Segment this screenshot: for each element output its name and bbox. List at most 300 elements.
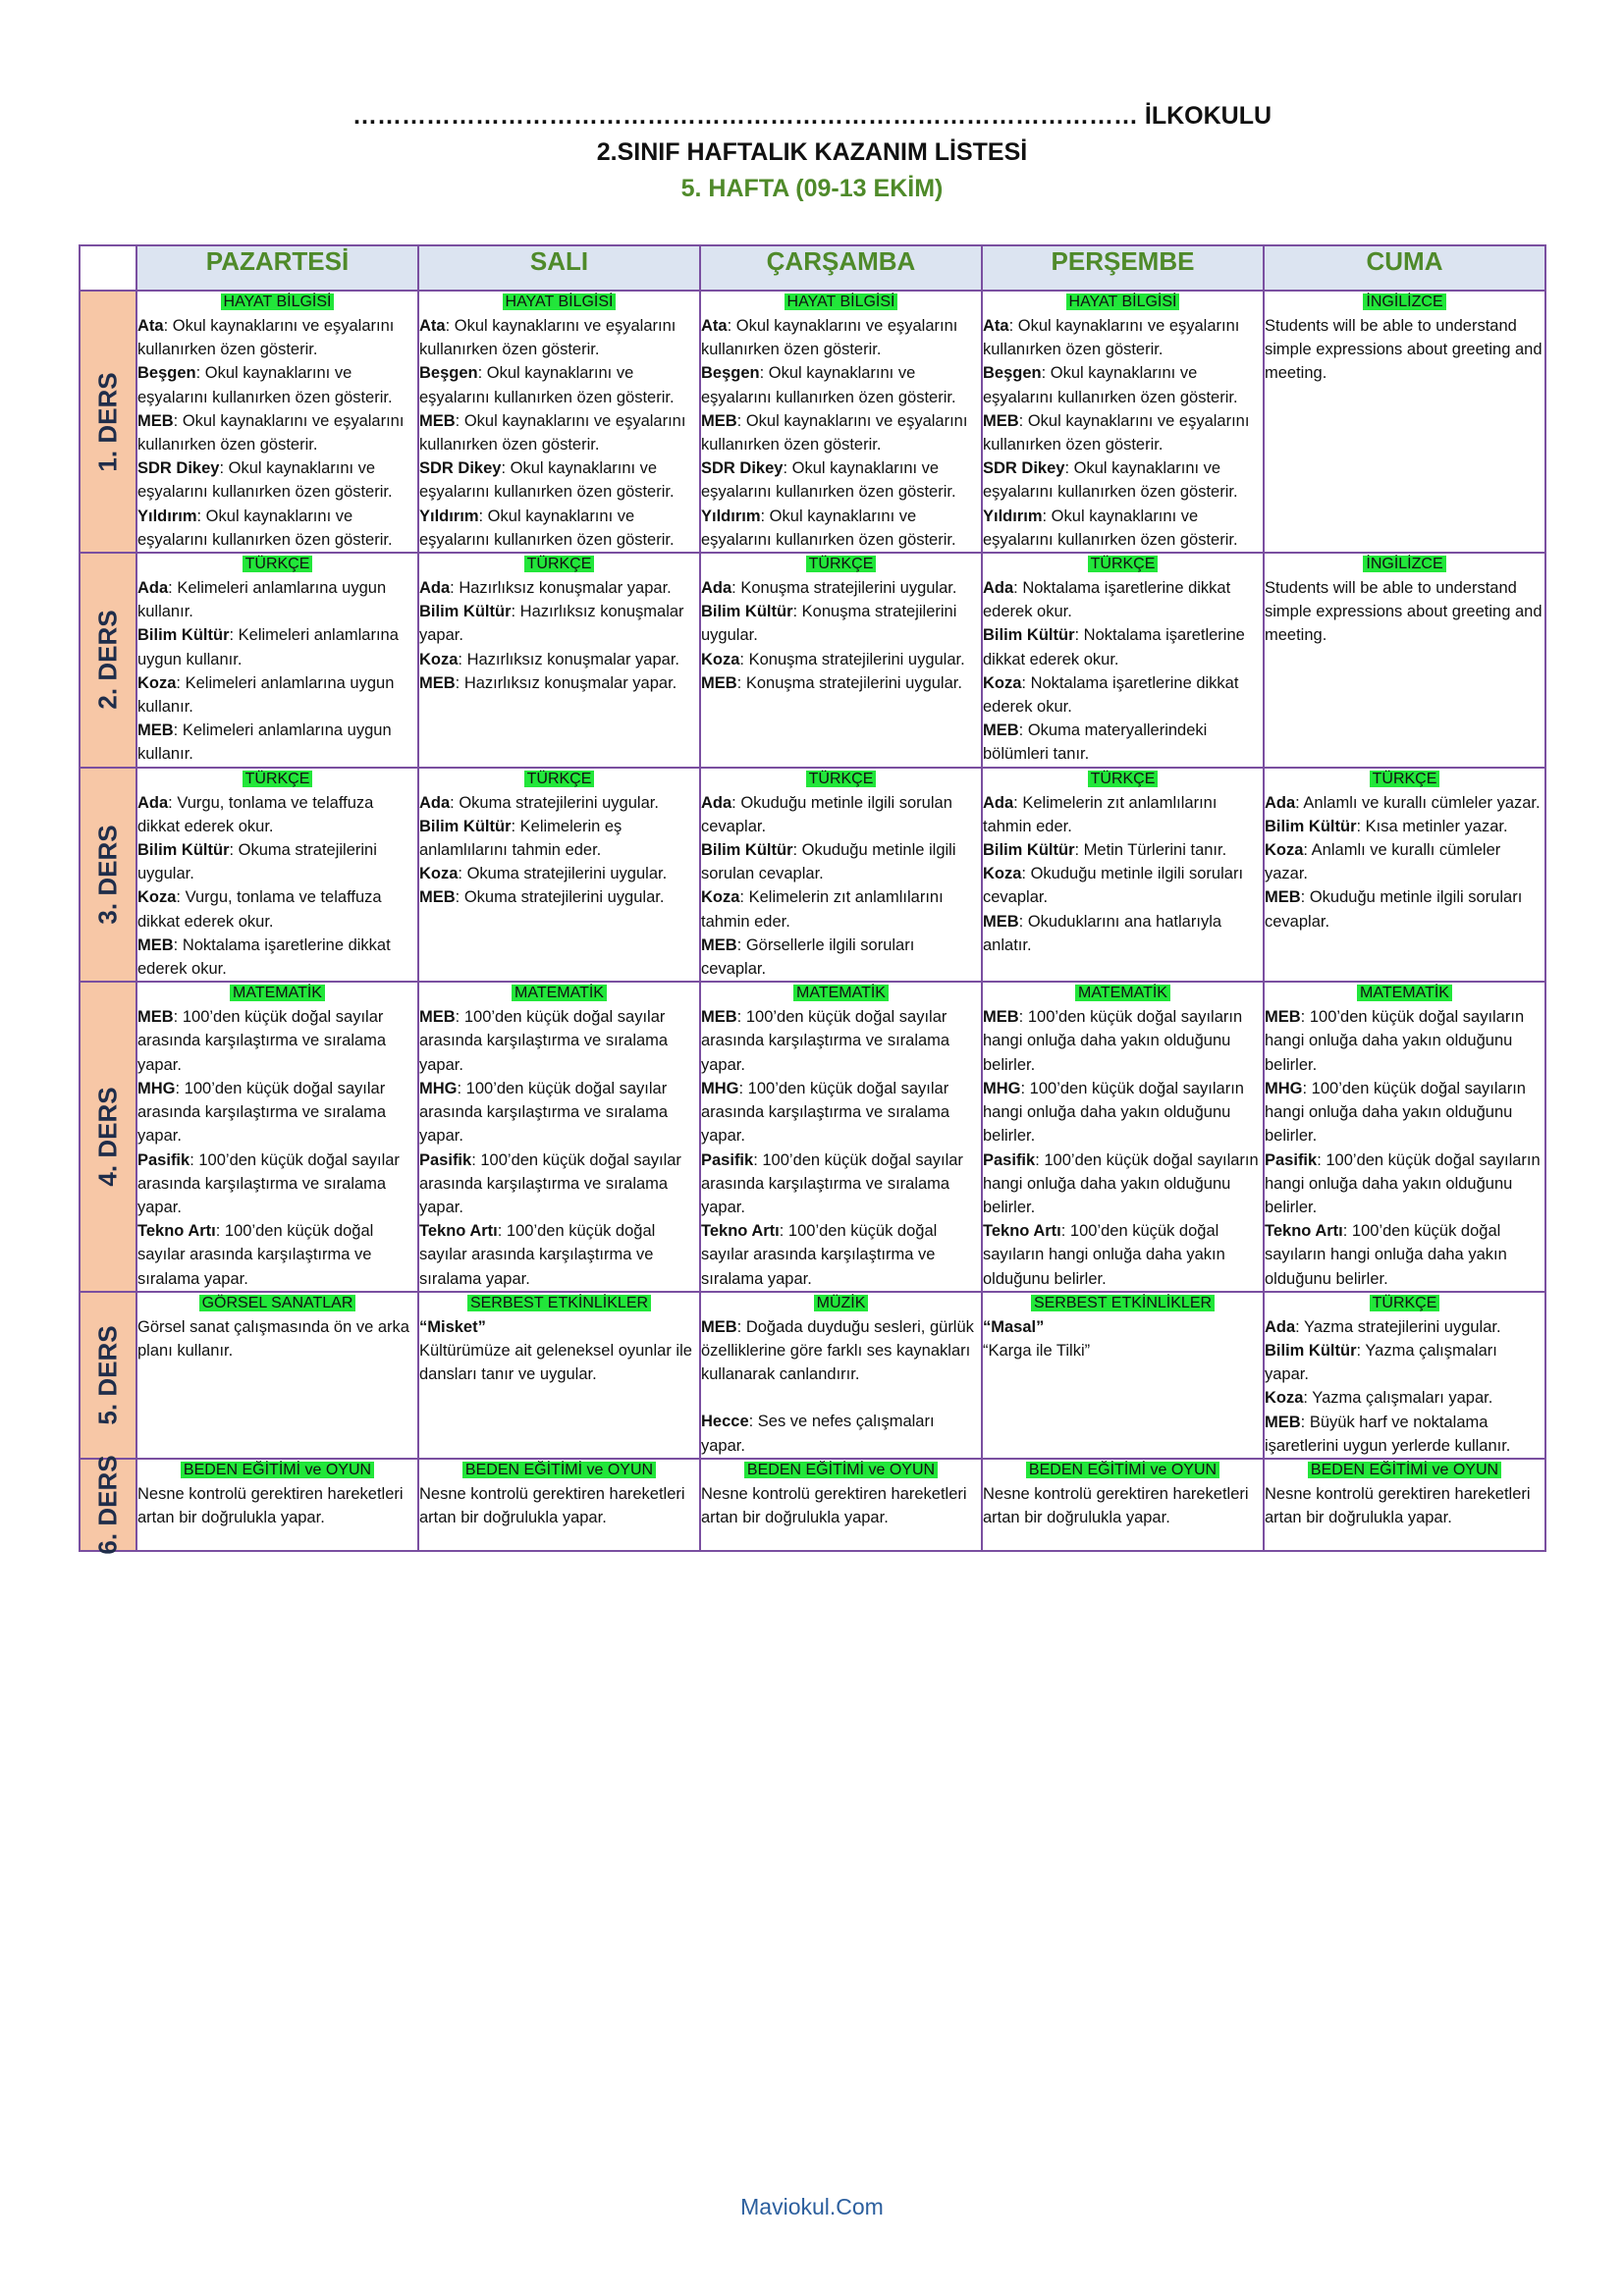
site-footer: Maviokul.Com (740, 2194, 884, 2219)
day-header: CUMA (1264, 245, 1545, 291)
subject-tag: TÜRKÇE (243, 556, 313, 572)
outcome-entry (419, 648, 699, 671)
outcome-text: : Yazma çalışmaları yapar. (1265, 1341, 1497, 1384)
plan-cell (700, 982, 982, 1291)
outcome-text: : Kelimeleri anlamlarına uygun kullanır. (137, 579, 387, 621)
outcome-entry (419, 456, 699, 504)
subject-tag: HAYAT BİLGİSİ (503, 294, 617, 310)
outcome-entry (983, 1148, 1263, 1220)
outcome-text: : Kelimeleri anlamlarına uygun kullanır. (137, 673, 395, 717)
outcome-entry (1265, 885, 1544, 933)
source-name: MEB (701, 935, 737, 954)
day-header: PAZARTESİ (136, 245, 418, 291)
outcome-text: : Yazma çalışmaları yapar. (1303, 1389, 1493, 1408)
source-name: Koza (701, 650, 740, 668)
subject-tag: TÜRKÇE (1088, 556, 1159, 572)
subject-tag: TÜRKÇE (806, 771, 877, 787)
outcome-entry (137, 838, 417, 885)
subject-tag: MÜZİK (814, 1295, 869, 1311)
subject-tag-wrap (419, 983, 699, 1003)
subject-tag-wrap (983, 1293, 1263, 1313)
source-name: MEB (983, 1008, 1019, 1027)
plan-cell (136, 982, 418, 1291)
outcome-entry (137, 1005, 417, 1077)
outcome-text: : Okul kaynaklarını ve eşyalarını kullanırken özen gösterir. (419, 364, 675, 406)
lesson-row (80, 291, 1545, 553)
subject-tag: MATEMATİK (1075, 985, 1170, 1001)
outcome-entry (1265, 1315, 1544, 1339)
outcome-entry (983, 1315, 1263, 1339)
source-name: Koza (419, 650, 459, 668)
subject-tag: BEDEN EĞİTİMİ ve OYUN (1026, 1462, 1219, 1478)
source-name: Yıldırım (137, 507, 197, 525)
outcome-entry (1265, 576, 1544, 648)
plan-cell (982, 768, 1264, 983)
subject-tag-wrap (137, 769, 417, 789)
source-name: Ada (137, 793, 169, 812)
outcome-entry (137, 934, 417, 981)
plan-cell (982, 982, 1264, 1291)
subject-tag: BEDEN EĞİTİMİ ve OYUN (1308, 1462, 1501, 1478)
outcome-text: : Okul kaynaklarını ve eşyalarını kullanırken özen gösterir. (701, 507, 956, 549)
outcome-entry (983, 1005, 1263, 1077)
outcome-entry (419, 1005, 699, 1077)
outcome-text: : 100’den küçük doğal sayılar arasında karşılaştırma ve sıralama yapar. (701, 1222, 938, 1288)
outcome-entry (137, 1315, 417, 1362)
plan-cell (1264, 1292, 1545, 1459)
outcome-text: : Yazma stratejilerini uygular. (1295, 1317, 1501, 1336)
outcome-text: : Okul kaynaklarını ve eşyalarını kullanırken özen gösterir. (701, 459, 956, 502)
subject-tag-wrap (983, 769, 1263, 789)
source-name: Koza (1265, 1389, 1304, 1408)
outcome-text: : Kelimeleri anlamlarına uygun kullanır. (137, 721, 392, 764)
subject-tag: MATEMATİK (1357, 985, 1452, 1001)
outcome-entry (419, 815, 699, 862)
source-name: MEB (419, 1008, 456, 1027)
outcome-text: : Okul kaynaklarını ve eşyalarını kullanırken özen gösterir. (701, 411, 968, 454)
document-title: 2.SINIF HAFTALIK KAZANIM LİSTESİ (596, 138, 1028, 166)
source-name: Beşgen (983, 364, 1042, 383)
source-name: Koza (983, 673, 1022, 692)
source-name: Bilim Kültür (701, 841, 793, 860)
outcome-entry (983, 791, 1263, 838)
outcome-text: : 100’den küçük doğal sayılar arasında karşılaştırma ve sıralama yapar. (701, 1079, 950, 1146)
plan-cell (982, 1292, 1264, 1459)
subject-tag: SERBEST ETKİNLİKLER (467, 1295, 651, 1311)
outcome-entry (419, 1482, 699, 1529)
outcome-text: : Okul kaynaklarını ve eşyalarını kullanırken özen gösterir. (419, 507, 675, 549)
source-name: Pasifik (137, 1150, 190, 1169)
outcome-entry (137, 623, 417, 670)
source-name: Bilim Kültür (1265, 1341, 1357, 1360)
source-name: MEB (983, 912, 1019, 931)
subject-tag: MATEMATİK (512, 985, 607, 1001)
plan-cell (1264, 553, 1545, 768)
outcome-text: : 100’den küçük doğal sayılar arasında karşılaştırma ve sıralama yapar. (419, 1150, 681, 1216)
outcome-entry (701, 600, 981, 647)
subject-tag-wrap (983, 983, 1263, 1003)
lesson-label-cell (80, 1292, 136, 1459)
source-name: Bilim Kültür (137, 626, 230, 645)
outcome-text: : Konuşma stratejilerini uygular. (736, 673, 962, 692)
outcome-text: Nesne kontrolü gerektiren hareketleri artan bir doğrulukla yapar. (983, 1484, 1249, 1527)
outcome-text: : 100’den küçük doğal sayıların hangi onluğa daha yakın olduğunu belirler. (983, 1222, 1225, 1288)
source-name: MHG (983, 1079, 1021, 1097)
outcome-entry (1265, 1005, 1544, 1077)
plan-cell (700, 1459, 982, 1551)
subject-tag-wrap (137, 1293, 417, 1313)
outcome-text: : Okuma stratejilerini uygular. (137, 841, 377, 883)
source-name: Bilim Kültür (1265, 817, 1357, 835)
outcome-entry (137, 671, 417, 719)
outcome-entry (419, 671, 699, 695)
source-name: Beşgen (701, 364, 760, 383)
subject-tag-wrap (1265, 554, 1544, 574)
source-name: “Misket” (419, 1317, 486, 1336)
plan-cell (418, 1292, 700, 1459)
lesson-row (80, 1292, 1545, 1459)
outcome-text: : Okul kaynaklarını ve eşyalarını kullanırken özen gösterir. (137, 459, 393, 502)
plan-cell (136, 768, 418, 983)
source-name: Tekno Artı (137, 1222, 216, 1241)
source-name: MEB (983, 721, 1019, 740)
outcome-entry (419, 1339, 699, 1386)
outcome-entry (137, 885, 417, 933)
outcome-entry (701, 648, 981, 671)
plan-cell (700, 768, 982, 983)
outcome-text: : Okuduğu metinle ilgili soruları cevaplar. (1265, 888, 1523, 931)
outcome-entry (1265, 1411, 1544, 1458)
subject-tag-wrap (419, 1460, 699, 1480)
outcome-text: : Okul kaynaklarını ve eşyalarını kullanırken özen gösterir. (701, 317, 958, 359)
entry-spacer (701, 1386, 981, 1410)
outcome-entry (701, 456, 981, 504)
outcome-entry (1265, 1386, 1544, 1410)
subject-tag: İNGİLİZCE (1363, 294, 1445, 310)
outcome-text: : 100’den küçük doğal sayılar arasında karşılaştırma ve sıralama yapar. (137, 1222, 374, 1288)
source-name: Yıldırım (419, 507, 479, 525)
corner-cell (80, 245, 136, 291)
outcome-entry (137, 1482, 417, 1529)
source-name: Koza (1265, 841, 1304, 860)
source-name: MEB (137, 411, 174, 430)
source-name: Ada (1265, 793, 1296, 812)
subject-tag-wrap (1265, 1460, 1544, 1480)
lesson-row (80, 1459, 1545, 1551)
source-name: MEB (1265, 888, 1301, 907)
source-name: Bilim Kültür (983, 626, 1075, 645)
subject-tag-wrap (1265, 1293, 1544, 1313)
outcome-text: “Karga ile Tilki” (983, 1341, 1091, 1360)
plan-cell (418, 768, 700, 983)
source-name: Koza (983, 865, 1022, 883)
outcome-text: Görsel sanat çalışmasında ön ve arka planı kullanır. (137, 1317, 409, 1360)
outcome-entry (983, 576, 1263, 623)
outcome-entry (419, 576, 699, 600)
outcome-text: : Okul kaynaklarını ve eşyalarını kullanırken özen gösterir. (419, 411, 686, 454)
outcome-entry (137, 576, 417, 623)
outcome-text: : Anlamlı ve kurallı cümleler yazar. (1295, 793, 1541, 812)
subject-tag: BEDEN EĞİTİMİ ve OYUN (744, 1462, 938, 1478)
outcome-text: : Noktalama işaretlerine dikkat ederek okur. (137, 935, 391, 979)
outcome-text: : Hazırlıksız konuşmalar yapar. (458, 650, 679, 668)
source-name: Koza (137, 888, 177, 907)
lesson-label-cell (80, 291, 136, 553)
outcome-text: : Okul kaynaklarını ve eşyalarını kullanırken özen gösterir. (419, 459, 675, 502)
subject-tag: SERBEST ETKİNLİKLER (1031, 1295, 1215, 1311)
outcome-entry (137, 505, 417, 552)
source-name: Tekno Artı (1265, 1222, 1343, 1241)
source-name: MEB (1265, 1008, 1301, 1027)
outcome-text: : Okuduklarını ana hatlarıyla anlatır. (983, 912, 1222, 954)
outcome-entry (701, 576, 981, 600)
outcome-text: : Hazırlıksız konuşmalar yapar. (455, 673, 677, 692)
outcome-text: : Okuma stratejilerini uygular. (458, 865, 668, 883)
source-name: MEB (419, 673, 456, 692)
day-header-row (80, 245, 1545, 291)
outcome-text: : 100’den küçük doğal sayılar arasında karşılaştırma ve sıralama yapar. (137, 1079, 387, 1146)
outcome-entry (419, 1077, 699, 1148)
source-name: Bilim Kültür (419, 817, 512, 835)
outcome-entry (983, 1077, 1263, 1148)
outcome-text: : Okuduğu metinle ilgili soruları cevaplar. (983, 865, 1244, 907)
outcome-text: : Kelimelerin eş anlamlılarını tahmin eder. (419, 817, 623, 860)
outcome-entry (419, 1219, 699, 1291)
outcome-text: : 100’den küçük doğal sayıların hangi onluğa daha yakın olduğunu belirler. (1265, 1222, 1507, 1288)
outcome-entry (701, 885, 981, 933)
day-header: ÇARŞAMBA (700, 245, 982, 291)
source-name: Koza (419, 865, 459, 883)
plan-cell (136, 291, 418, 553)
subject-tag-wrap (701, 292, 981, 312)
source-name: MEB (1265, 1413, 1301, 1431)
plan-cell (1264, 768, 1545, 983)
source-name: Bilim Kültür (983, 841, 1075, 860)
subject-tag-wrap (701, 983, 981, 1003)
outcome-text: : Görsellerle ilgili soruları cevaplar. (701, 935, 915, 979)
outcome-entry (137, 456, 417, 504)
outcome-text: : Okul kaynaklarını ve eşyalarını kullanırken özen gösterir. (983, 411, 1250, 454)
plan-cell (1264, 291, 1545, 553)
outcome-entry (419, 314, 699, 361)
plan-cell (982, 553, 1264, 768)
outcome-entry (701, 1077, 981, 1148)
outcome-entry (137, 361, 417, 408)
subject-tag-wrap (419, 292, 699, 312)
subject-tag: TÜRKÇE (243, 771, 313, 787)
source-name: MEB (137, 1008, 174, 1027)
subject-tag: İNGİLİZCE (1363, 556, 1445, 572)
subject-tag-wrap (137, 292, 417, 312)
subject-tag: TÜRKÇE (524, 771, 595, 787)
source-name: SDR Dikey (701, 459, 784, 478)
source-name: Yıldırım (983, 507, 1043, 525)
source-name: Tekno Artı (983, 1222, 1061, 1241)
lesson-label-cell (80, 553, 136, 768)
subject-tag-wrap (1265, 292, 1544, 312)
outcome-text: : Konuşma stratejilerini uygular. (739, 650, 965, 668)
day-header: SALI (418, 245, 700, 291)
lesson-label: 4. DERS (92, 1087, 123, 1187)
outcome-entry (419, 862, 699, 885)
outcome-entry (701, 505, 981, 552)
source-name: Ada (983, 579, 1014, 598)
outcome-text: : Anlamlı ve kurallı cümleler yazar. (1265, 841, 1501, 883)
outcome-entry (701, 314, 981, 361)
outcome-text: : 100’den küçük doğal sayıların hangi onluğa daha yakın olduğunu belirler. (983, 1150, 1259, 1216)
source-name: MHG (137, 1079, 176, 1097)
outcome-entry (983, 838, 1263, 862)
outcome-text: : Okul kaynaklarını ve eşyalarını kullanırken özen gösterir. (137, 411, 405, 454)
outcome-entry (419, 791, 699, 815)
outcome-text: : Noktalama işaretlerine dikkat ederek okur. (983, 626, 1245, 668)
plan-cell (1264, 1459, 1545, 1551)
outcome-text: : Hazırlıksız konuşmalar yapar. (419, 603, 684, 645)
outcome-entry (701, 1315, 981, 1387)
outcome-text: : Konuşma stratejilerini uygular. (701, 603, 957, 645)
subject-tag-wrap (983, 554, 1263, 574)
outcome-text: : Doğada duyduğu sesleri, gürlük özelliklerine göre farklı ses kaynakları kullanarak canlandırır. (701, 1317, 974, 1384)
lesson-label-cell (80, 768, 136, 983)
outcome-entry (983, 505, 1263, 552)
source-name: Ada (137, 579, 169, 598)
outcome-entry (701, 791, 981, 838)
subject-tag-wrap (419, 769, 699, 789)
outcome-entry (701, 1410, 981, 1457)
outcome-entry (983, 409, 1263, 456)
outcome-entry (701, 1219, 981, 1291)
source-name: Pasifik (983, 1150, 1036, 1169)
plan-cell (1264, 982, 1545, 1291)
outcome-entry (1265, 1077, 1544, 1148)
outcome-text: : Noktalama işaretlerine dikkat ederek okur. (983, 579, 1231, 621)
subject-tag: HAYAT BİLGİSİ (221, 294, 335, 310)
outcome-text: : Okul kaynaklarını ve eşyalarını kullanırken özen gösterir. (419, 317, 677, 359)
source-name: Yıldırım (701, 507, 761, 525)
outcome-entry (419, 409, 699, 456)
outcome-text: : 100’den küçük doğal sayıların hangi onluğa daha yakın olduğunu belirler. (1265, 1079, 1526, 1146)
subject-tag-wrap (701, 1293, 981, 1313)
subject-tag-wrap (419, 1293, 699, 1313)
outcome-text: Students will be able to understand simple expressions about greeting and meeting. (1265, 317, 1543, 383)
outcome-text: : Okuma materyallerindeki bölümleri tanır. (983, 721, 1208, 764)
source-name: MEB (419, 888, 456, 907)
outcome-text: : 100’den küçük doğal sayıların hangi onluğa daha yakın olduğunu belirler. (1265, 1008, 1525, 1074)
outcome-text: : Okul kaynaklarını ve eşyalarını kullanırken özen gösterir. (983, 317, 1240, 359)
outcome-text: : Konuşma stratejilerini uygular. (731, 579, 957, 598)
outcome-text: : 100’den küçük doğal sayılar arasında karşılaştırma ve sıralama yapar. (419, 1008, 669, 1074)
outcome-entry (983, 623, 1263, 670)
outcome-text: : Okuma stratejilerini uygular. (450, 793, 659, 812)
source-name: Pasifik (1265, 1150, 1318, 1169)
source-name: SDR Dikey (983, 459, 1065, 478)
lesson-label: 3. DERS (92, 825, 123, 925)
outcome-text: : Okuduğu metinle ilgili sorulan cevaplar. (701, 841, 956, 883)
plan-cell (418, 982, 700, 1291)
plan-cell (418, 291, 700, 553)
outcome-entry (983, 719, 1263, 766)
outcome-text: : 100’den küçük doğal sayılar arasında karşılaştırma ve sıralama yapar. (137, 1008, 387, 1074)
outcome-text: Kültürümüze ait geleneksel oyunlar ile dansları tanır ve uygular. (419, 1341, 692, 1384)
outcome-text: Nesne kontrolü gerektiren hareketleri artan bir doğrulukla yapar. (137, 1484, 404, 1527)
lesson-row (80, 768, 1545, 983)
outcome-text: Nesne kontrolü gerektiren hareketleri artan bir doğrulukla yapar. (701, 1484, 967, 1527)
subject-tag: BEDEN EĞİTİMİ ve OYUN (462, 1462, 656, 1478)
source-name: Tekno Artı (419, 1222, 498, 1241)
plan-cell (136, 1292, 418, 1459)
subject-tag: TÜRKÇE (1370, 1295, 1440, 1311)
plan-cell (136, 553, 418, 768)
source-name: Ada (983, 793, 1014, 812)
outcome-entry (1265, 1219, 1544, 1291)
source-name: Ada (419, 793, 451, 812)
outcome-text: : 100’den küçük doğal sayıların hangi onluğa daha yakın olduğunu belirler. (983, 1008, 1243, 1074)
outcome-entry (701, 409, 981, 456)
outcome-text: : 100’den küçük doğal sayılar arasında karşılaştırma ve sıralama yapar. (137, 1150, 400, 1216)
outcome-entry (1265, 1339, 1544, 1386)
subject-tag-wrap (419, 554, 699, 574)
source-name: MHG (419, 1079, 458, 1097)
outcome-entry (137, 1148, 417, 1220)
source-name: Hecce (701, 1413, 749, 1431)
lesson-label: 1. DERS (92, 371, 123, 472)
outcome-text: : 100’den küçük doğal sayılar arasında karşılaştırma ve sıralama yapar. (419, 1079, 669, 1146)
source-name: SDR Dikey (419, 459, 502, 478)
lesson-label-cell (80, 1455, 136, 1555)
outcome-text: : Okul kaynaklarını ve eşyalarını kullanırken özen gösterir. (983, 507, 1238, 549)
source-name: Ata (983, 317, 1009, 335)
source-name: Ata (419, 317, 446, 335)
outcome-entry (419, 361, 699, 408)
source-name: MEB (137, 935, 174, 954)
plan-cell (982, 1459, 1264, 1551)
outcome-text: : Noktalama işaretlerine dikkat ederek okur. (983, 673, 1239, 717)
outcome-entry (419, 1315, 699, 1339)
source-name: Ata (701, 317, 728, 335)
subject-tag: TÜRKÇE (524, 556, 595, 572)
source-name: Beşgen (137, 364, 196, 383)
day-header: PERŞEMBE (982, 245, 1264, 291)
subject-tag: HAYAT BİLGİSİ (785, 294, 898, 310)
lesson-row (80, 553, 1545, 768)
lesson-row (80, 982, 1545, 1291)
subject-tag-wrap (983, 1460, 1263, 1480)
weekly-plan-table (79, 244, 1546, 1555)
source-name: SDR Dikey (137, 459, 220, 478)
outcome-entry (701, 934, 981, 981)
outcome-entry (983, 671, 1263, 719)
outcome-text: : 100’den küçük doğal sayılar arasında karşılaştırma ve sıralama yapar. (701, 1150, 963, 1216)
source-name: MHG (701, 1079, 739, 1097)
plan-cell (700, 553, 982, 768)
plan-cell (136, 1459, 418, 1551)
outcome-text: : Kelimelerin zıt anlamlılarını tahmin eder. (701, 888, 944, 931)
subject-tag: HAYAT BİLGİSİ (1066, 294, 1180, 310)
source-name: Bilim Kültür (701, 603, 793, 621)
subject-tag-wrap (701, 769, 981, 789)
source-name: Beşgen (419, 364, 478, 383)
lesson-label-cell (80, 982, 136, 1291)
outcome-entry (1265, 815, 1544, 838)
outcome-entry (137, 719, 417, 766)
outcome-entry (701, 1005, 981, 1077)
outcome-entry (1265, 1482, 1544, 1529)
outcome-entry (137, 314, 417, 361)
outcome-entry (983, 910, 1263, 957)
subject-tag-wrap (1265, 983, 1544, 1003)
outcome-text: : Okuduğu metinle ilgili sorulan cevaplar. (701, 793, 952, 835)
source-name: Pasifik (701, 1150, 754, 1169)
